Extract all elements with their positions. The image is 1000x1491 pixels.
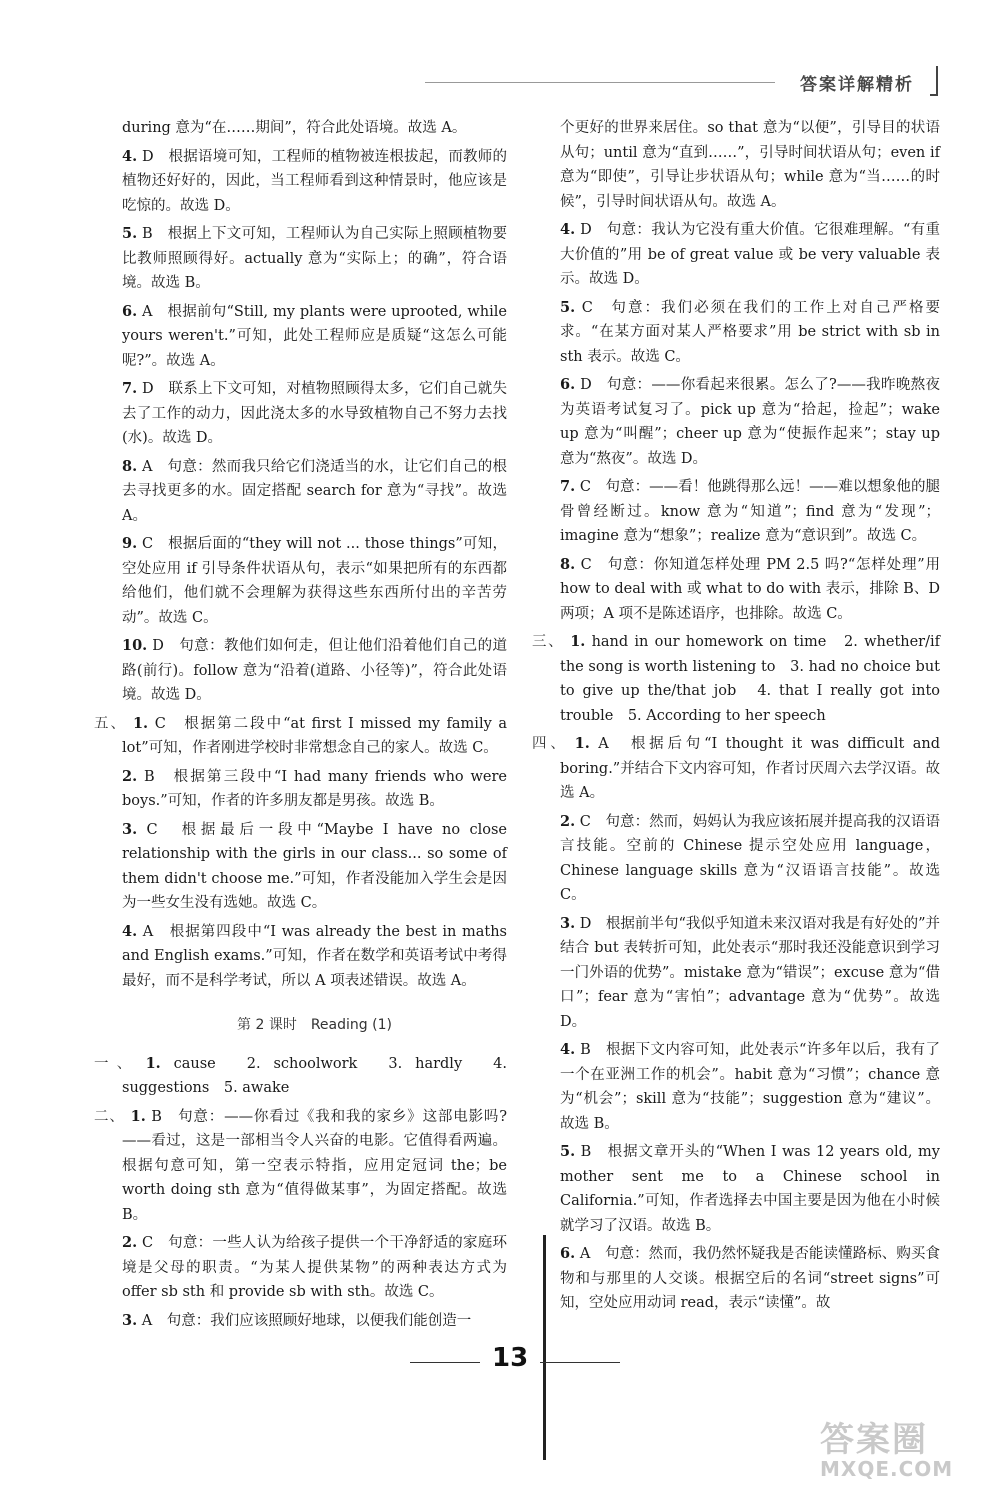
- answer-entry: [122, 145, 507, 219]
- answer-entry: [560, 296, 940, 370]
- answer-entry: [94, 1105, 508, 1228]
- section-marker: 二、: [94, 1108, 125, 1125]
- lesson-heading: 第 2 课时 Reading (1): [237, 1017, 392, 1033]
- watermark-top: 答案圈: [820, 1420, 928, 1460]
- answer-text: C 句意：然而，妈妈认为我应该拓展并提高我的汉语语言技能。空前的 Chinese 提示空处应用 language，Chinese language skills 意为“汉语语言技能”。故选 C。: [560, 813, 940, 903]
- question-number: 3.: [560, 914, 576, 932]
- answer-text: C 句意：你知道怎样处理 PM 2.5 吗?“怎样处理”用 how to deal with 或 what to do with 表示，排除 B、D 两项；A 项不是陈述语序，也排除。故选 C。: [560, 556, 941, 622]
- answer-entry: [122, 532, 507, 630]
- answer-list-right: [532, 116, 941, 1316]
- answer-entry: [560, 373, 940, 471]
- answer-entry: [560, 475, 940, 549]
- section-marker: 一、: [94, 1055, 140, 1072]
- question-number: 5.: [560, 298, 576, 316]
- answer-text: B 根据上下文可知，工程师认为自己实际上照顾植物要比教师照顾得好。actually 意为“实际上；的确”，符合语境。故选 B。: [122, 226, 507, 291]
- question-number: 6.: [560, 1245, 576, 1262]
- question-number: 5.: [560, 1143, 576, 1160]
- answer-entry: [122, 222, 507, 296]
- answer-text: B 根据下文内容可知，此处表示“许多年以后，我有了一个在亚洲工作的机会”。habit 意为“习惯”；chance 意为“机会”；skill 意为“技能”；suggestion 意为“建议”。故选 B。: [560, 1042, 941, 1132]
- right-column: [532, 116, 941, 1320]
- answer-entry: [122, 116, 507, 141]
- answer-text: C 根据后面的“they will not ... those things”可知，空处应用 if 引导条件状语从句，表示“如果把所有的东西都给他们，他们就不会理解为获得这些东西所付出的辛苦劳动”。故选 C。: [122, 536, 508, 626]
- answer-text: C 句意：一些人认为给孩子提供一个干净舒适的家庭环境是父母的职责。“为某人提供某物”的两种表达方式为 offer sb sth 和 provide sb with sth。故选 C。: [122, 1235, 508, 1300]
- answer-text: hand in our homework on time 2. whether/if the song is worth listening to 3. had no choice but to give up the/that job 4. that I really got into trouble 5. According to her speech: [560, 634, 941, 724]
- answer-entry: [560, 1242, 940, 1316]
- question-number: 1.: [570, 633, 586, 650]
- answer-entry: [532, 732, 941, 806]
- answer-text: C 根据第二段中“at first I missed my family a lot”可知，作者刚进学校时非常想念自己的家人。故选 C。: [122, 715, 508, 756]
- answer-text: D 句意：我认为它没有重大价值。它很难理解。“有重大价值的”用 be of great value 或 be very valuable 表示。故选 D。: [560, 222, 940, 287]
- question-number: 5.: [122, 225, 138, 242]
- question-number: 1.: [145, 1054, 161, 1072]
- answer-entry: [94, 1052, 508, 1101]
- answer-list-left-part2: [94, 1052, 508, 1334]
- answer-text: D 句意：——你看起来很累。怎么了?——我昨晚熬夜为英语考试复习了。pick up 意为“拾起，捡起”；wake up 意为“叫醒”；cheer up 意为“使振作起来”；stay up 意为“熬夜”。故选 D。: [560, 377, 941, 467]
- answer-text: C 句意：我们必须在我们的工作上对自己严格要求。“在某方面对某人严格要求”用 be strict with sb in sth 表示。故选 C。: [560, 299, 941, 365]
- answer-text: D 句意：教他们如何走，但让他们沿着他们自己的道路(前行)。follow 意为“沿着(道路、小径等)”，符合此处语境。故选 D。: [122, 638, 508, 703]
- answer-entry: [532, 630, 941, 728]
- answer-entry: [560, 912, 940, 1035]
- question-number: 3.: [122, 1311, 138, 1329]
- answer-text: C 句意：——看！他跳得那么远！——难以想象他的腿骨曾经断过。know 意为“知道”；find 意为“发现”；imagine 意为“想象”；realize 意为“意识到”。故选 C。: [560, 479, 941, 544]
- answer-entry: [122, 634, 507, 708]
- answer-entry: [122, 300, 507, 374]
- answer-entry: [560, 810, 940, 908]
- question-number: 7.: [560, 478, 576, 495]
- question-number: 7.: [122, 380, 138, 397]
- answer-text: C 根据最后一段中“Maybe I have no close relationship with the girls in our class... so some of them didn't choose me.”可知，作者没能加入学生会是因为一些女生没有选她。故选 C。: [122, 821, 507, 911]
- answer-entry: [122, 920, 507, 994]
- answer-text: A 句意：然而，我仍然怀疑我是否能读懂路标、购买食物和与那里的人交谈。根据空后的名词“street signs”可知，空处应用动词 read，表示“读懂”。故: [560, 1246, 940, 1311]
- header-bracket: [930, 66, 938, 96]
- answer-entry: [560, 553, 940, 627]
- section-marker: 四、: [532, 736, 569, 752]
- answer-text: during 意为“在……期间”，符合此处语境。故选 A。: [122, 120, 467, 136]
- question-number: 4.: [122, 922, 138, 940]
- answer-text: A 句意：然而我只给它们浇适当的水，让它们自己的根去寻找更多的水。固定搭配 search for 意为“寻找”。故选 A。: [122, 458, 507, 524]
- question-number: 10.: [122, 637, 148, 654]
- question-number: 9.: [122, 535, 138, 552]
- answer-text: B 句意：——你看过《我和我的家乡》这部电影吗?——看过，这是一部相当令人兴奋的电影。它值得看两遍。根据句意可知，第一空表示特指，应用定冠词 the；be worth doing sth 意为“值得做某事”，为固定搭配。故选 B。: [122, 1108, 508, 1223]
- question-number: 8.: [560, 555, 576, 573]
- footer-rule-right: [540, 1362, 620, 1363]
- answer-entry: [122, 1231, 507, 1305]
- answer-text: B 根据第三段中“I had many friends who were boys.”可知，作者的许多朋友都是男孩。故选 B。: [122, 768, 507, 809]
- answer-entry: [560, 116, 940, 214]
- answer-text: A 句意：我们应该照顾好地球，以便我们能创造一: [141, 1312, 472, 1329]
- question-number: 2.: [560, 812, 576, 830]
- answer-text: B 根据文章开头的“When I was 12 years old, my mother sent me to a Chinese school in California.”可知，作者选择去中国主要是因为他在小时候就学习了汉语。故选 B。: [560, 1144, 940, 1234]
- answer-entry: [122, 1309, 507, 1334]
- section-marker: 五、: [94, 715, 127, 732]
- header-title: 答案详解精析: [800, 75, 914, 95]
- answer-list-left-part1: [94, 116, 508, 993]
- question-number: 2.: [122, 1234, 138, 1251]
- question-number: 1.: [132, 714, 149, 732]
- watermark-logo: [820, 1412, 990, 1482]
- footer-rule-left: [410, 1362, 480, 1363]
- answer-text: D 联系上下文可知，对植物照顾得太多，它们自己就失去了工作的动力，因此浇太多的水导致植物自己不努力去找(水)。故选 D。: [122, 381, 508, 446]
- answer-entry: [560, 1140, 940, 1238]
- margin-bar: [543, 1235, 546, 1460]
- answer-entry: [122, 818, 507, 916]
- left-column: [94, 116, 508, 1337]
- answer-entry: [560, 218, 940, 292]
- answer-text: A 根据第四段中“I was already the best in maths and English exams.”可知，作者在数学和英语考试中考得最好，而不是科学考试，所以 A 项表述错误。故选 A。: [122, 923, 507, 989]
- answer-entry: [122, 765, 507, 814]
- question-number: 6.: [560, 376, 576, 393]
- question-number: 1.: [130, 1107, 146, 1125]
- answer-text: A 根据后句“I thought it was difficult and boring.”并结合下文内容可知，作者讨厌周六去学汉语。故选 A。: [560, 736, 941, 801]
- answer-text: cause 2. schoolwork 3. hardly 4. suggestions 5. awake: [122, 1055, 508, 1096]
- header-rule: [425, 82, 775, 83]
- section-marker: 三、: [532, 634, 565, 650]
- question-number: 6.: [122, 302, 138, 320]
- answer-text: 个更好的世界来居住。so that 意为“以便”，引导目的状语从句；until 意为“直到……”，引导时间状语从句；even if 意为“即使”，引导让步状语从句；while 意为“当……的时候”，引导时间状语从句。故选 A。: [560, 120, 940, 210]
- answer-text: A 根据前句“Still, my plants were uprooted, while yours weren't.”可知，此处工程师应是质疑“这怎么可能呢?”。故选 A。: [122, 303, 507, 369]
- page-number: 13: [492, 1343, 529, 1373]
- question-number: 8.: [122, 457, 138, 475]
- question-number: 2.: [122, 767, 138, 785]
- answer-entry: [122, 377, 507, 451]
- answer-entry: [560, 1038, 940, 1136]
- answer-entry: [122, 455, 507, 529]
- answer-text: D 根据前半句“我似乎知道未来汉语对我是有好处的”并结合 but 表转折可知，此处表示“那时我还没能意识到学习一门外语的优势”。mistake 意为“错误”；excuse 意为“借口”；fear 意为“害怕”；advantage 意为“优势”。故选 D。: [560, 915, 941, 1030]
- answer-entry: [94, 712, 508, 761]
- question-number: 4.: [560, 1041, 576, 1058]
- watermark-bottom: MXQE.COM: [820, 1457, 954, 1481]
- question-number: 4.: [560, 221, 576, 238]
- answer-text: D 根据语境可知，工程师的植物被连根拔起，而教师的植物还好好的，因此，当工程师看到这种情景时，他应该是吃惊的。故选 D。: [122, 148, 508, 214]
- question-number: 4.: [122, 147, 138, 165]
- question-number: 1.: [574, 735, 590, 752]
- question-number: 3.: [122, 820, 138, 838]
